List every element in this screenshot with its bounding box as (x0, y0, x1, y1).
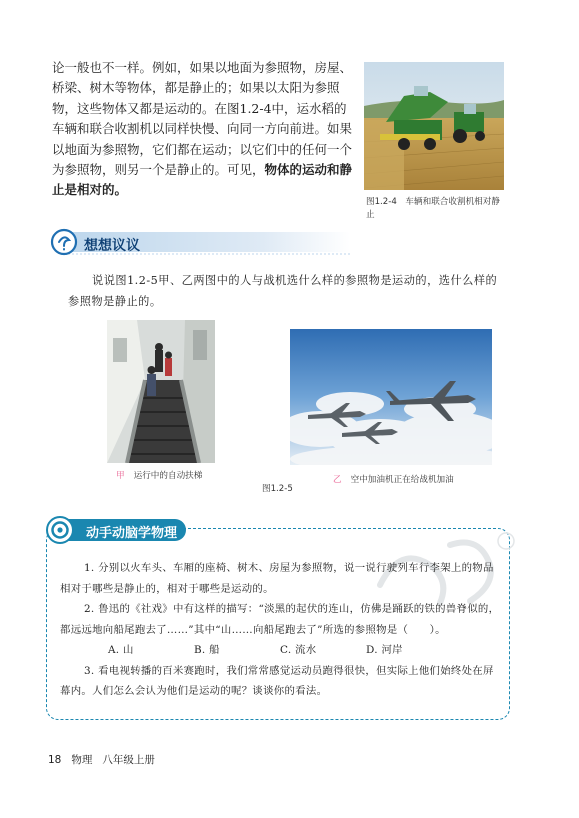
think-question: 说说图1.2-5甲、乙两图中的人与战机选什么样的参照物是运动的，选什么样的参照物是静止的。 (68, 274, 498, 308)
intro-text: 论一般也不一样。例如，如果以地面为参照物，房屋、桥梁、树木等物体，都是静止的；如果以太阳为参照物，这些物体又都是运动的。在图1.2-4中，运水稻的车辆和联合收割机以同样快慢、向同一方向前进。如果以地面为参照物，它们都在运动；以它们中的任何一个为参照物，则另一个是静止的。可见， (52, 60, 353, 178)
escalator-photo (107, 320, 215, 463)
figure-1-2-5-label-b (333, 473, 454, 485)
label-a-text: 运行中的自动扶梯 (133, 471, 203, 481)
page-footer (48, 752, 155, 767)
exercise-questions (60, 558, 500, 702)
question-2-options (60, 640, 500, 661)
footer-grade: 八年级上册 (102, 754, 155, 766)
intro-paragraph (52, 58, 357, 201)
label-a-mark: 甲 (116, 471, 125, 481)
think-title: 想想议议 (84, 238, 140, 254)
refueling-jets-photo (290, 329, 492, 465)
jets-illustration (290, 329, 492, 465)
exercise-title: 动手动脑学物理 (86, 526, 178, 541)
label-b-mark: 乙 (333, 475, 342, 485)
figure-1-2-5-caption: 图1.2-5 (262, 484, 293, 494)
option-c: C. 流水 (280, 644, 317, 656)
question-2: 2. 鲁迅的《社戏》中有这样的描写：“淡黑的起伏的连山，仿佛是踊跃的铁的兽脊似的，都远远地向船尾跑去了……”其中“山……向船尾跑去了”所选的参照物是（ ）。 (60, 603, 500, 636)
harvester-photo (364, 62, 504, 190)
escalator-illustration (107, 320, 215, 463)
harvester-illustration (364, 62, 504, 190)
intro-bold-conclusion: 物体的运动和静止是相对的。 (52, 162, 353, 198)
figure-1-2-5-label-a (116, 469, 202, 481)
page-number: 18 (48, 754, 62, 766)
label-b-text: 空中加油机正在给战机加油 (350, 475, 454, 485)
question-1: 1. 分别以火车头、车厢的座椅、树木、房屋为参照物，说一说行驶列车行李架上的物品相对于哪些是静止的，相对于哪些是运动的。 (60, 562, 494, 595)
footer-subject: 物理 (71, 754, 93, 766)
option-d: D. 河岸 (366, 644, 403, 656)
option-a: A. 山 (108, 644, 134, 656)
figure-1-2-4-caption: 图1.2-4 车辆和联合收割机相对静止 (366, 197, 500, 220)
question-3: 3. 看电视转播的百米赛跑时，我们常常感觉运动员跑得很快，但实际上他们始终处在屏幕内。人们怎么会认为他们是运动的呢？谈谈你的看法。 (60, 664, 494, 697)
option-b: B. 船 (194, 644, 220, 656)
